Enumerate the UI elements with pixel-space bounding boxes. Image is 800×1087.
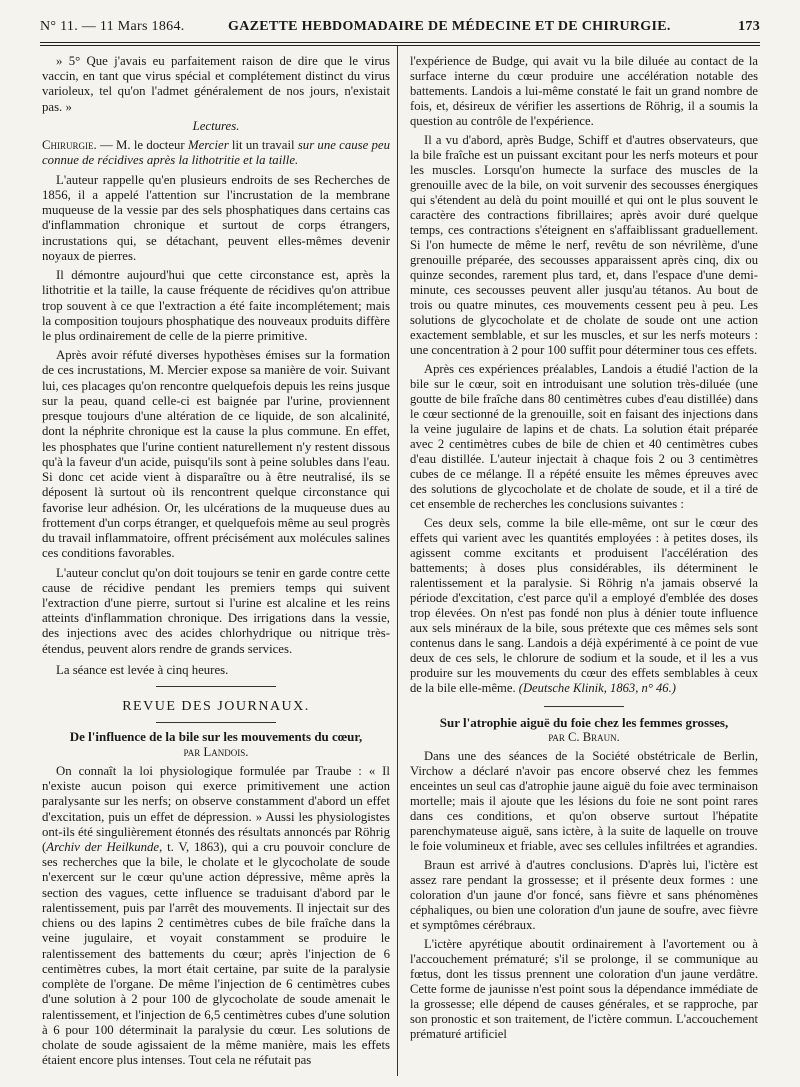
citation: (Deutsche Klinik, 1863, n° 46.) <box>518 681 676 695</box>
section-label: Chirurgie. <box>42 138 97 153</box>
article-author: par C. Braun. <box>548 730 620 744</box>
header-rule-2 <box>40 45 760 46</box>
paragraph: Après avoir réfuté diverses hypothèses émises sur la formation de ces incrustations, M. Mercier expose sa manière de voir. Suivant lui, ces placages qu'on rencontre quelquefois depuis les reins jusque sur la peau, quand celle-ci est baignée par l'urine, proviennent presque toujours d'une altération de ce liquide, de son alcalinité, dont la néphrite chronique est la cause la plus commune. En effet, les phosphates que l'urine contient naturellement n'y restent dissous qu'à la faveur d'un acide, puisqu'ils sont à peine solubles dans l'eau. Si donc cet acide vient à disparaître ou à être neutralisé, ils se déposent là surtout où ils rencontrent quelque circonstance qui favorise leur adhésion. Or, les ulcérations de la muqueuse dues au frottement d'un corps étranger, et quelquefois même au seul progrès du travail inflammatoire, offrent précisément aux molécules salines ces conditions favorables. <box>42 348 390 561</box>
text-run: , t. V, 1863), qui a cru pouvoir conclure de ses recherches que la bile, le cholate et le glycocholate de soude n'exercent sur le cœur qu'une action dépressive, même après la section des vagues, cette influence se traduisant d'abord par le ralentissement, puis par l'arrêt des mouvements. Il injectait sur des chiens ou des lapins 2 centimètres cubes de bile fraîche dans la veine jugulaire, et voyait constamment se produire le ralentissement des battements du cœur; après l'injection de 6 centimètres cubes, la mort était certaine, par suite de la paralysie complète de l'organe. De même l'injection de 6 centimètres cubes d'une solution à 2 pour 100 de glycocholate de soude amenait le ralentissement, et l'injection de 6,5 centimètres cubes d'une solution à 6 pour 100 déterminait la paralysie du cœur. Les solutions de cholate de soude agissaient de la même manière, mais les effets étaient encore plus intenses. Tout cela ne réfutait pas <box>42 840 390 1068</box>
mercier-intro-b: lit un travail <box>228 138 298 153</box>
paragraph: l'expérience de Budge, qui avait vu la bile diluée au contact de la surface interne du cœur produire une accélération notable des battements. Landois a lui-même constaté le fait un grand nombre de fois, et, désireux de vérifier les assertions de Röhrig, il a soumis la question au contrôle de l'expérience. <box>410 54 758 128</box>
session-closed: La séance est levée à cinq heures. <box>56 662 229 677</box>
section-rule <box>544 706 624 707</box>
paragraph: Braun est arrivé à d'autres conclusions. D'après lui, l'ictère est assez rare pendant la grossesse; et il présente deux formes : une coloration d'un jaune d'or foncé, sans fièvre et sans phénomènes céphaliques, ou bien une coloration d'un jaune de soufre, avec fièvre et symptômes cérébraux. <box>410 858 758 932</box>
mercier-intro <box>42 138 390 168</box>
paragraph: Après ces expériences préalables, Landois a étudié l'action de la bile sur le cœur, soit en introduisant une solution très-diluée (une goutte de bile fraîche dans 80 centimètres cubes d'eau distillée) dans le cœur sectionné de la grenouille, soit en faisant des injections dans la veine jugulaire de lapins et de chats. La solution était préparée avec 2 centimètres cubes de bile de chien et 40 centimètres cubes d'eau distillée. L'auteur injectait à chaque fois 2 ou 3 centimètres cubes de ce mélange. Il a répété ensuite les mêmes épreuves avec des solutions de glycocholate et de cholate de soude, et il a tiré de cet ensemble de recherches les conclusions suivantes : <box>410 362 758 511</box>
text-run: On connaît la loi physiologique formulée par Traube : « Il n'existe aucun poison qui exerce primitivement une action paralysante sur les nerfs; on observe constamment d'abord un effet d'excitation, puis un effet de dépression. » Aussi les physiologistes ont-ils été singulièrement étonnés des résultats annoncés par Röhrig ( <box>42 763 390 855</box>
lectures-heading: Lectures. <box>192 118 240 133</box>
left-column <box>42 54 390 1073</box>
article-author: par Landois. <box>183 744 249 759</box>
text-run: Ces deux sels, comme la bile elle-même, ont sur le cœur des effets qui varient avec les quantités employées : à petites doses, ils agissent comme excitants et produisent l'accélération des battements; à doses plus considérables, ils déterminent le ralentissement et la paralysie. Si Röhrig n'a jamais observé la période d'excitation, c'est parce qu'il a employé d'emblée des doses trop élevées. On n'est pas fondé non plus à dénier toute influence aux sels minéraux de la bile, sous prétexte que ces mêmes sels sont contenus dans le sang. Landois a déjà expérimenté à ce point de vue deux de ces sels, le chlorure de sodium et la soude, et il les a vus produire sur les mouvements du cœur des effets semblables à ceux de la bile elle-même. <box>410 516 758 695</box>
work-title: sur une cause peu connue de récidives après la lithotritie et la taille. <box>42 138 390 168</box>
paragraph: Il a vu d'abord, après Budge, Schiff et d'autres observateurs, que la bile fraîche est un puissant excitant pour les nerfs moteurs et pour les muscles. Lorsqu'on humecte la surface des muscles de la grenouille avec de la bile, on voit survenir des secousses énergiques qui s'étendent au delà du point mouillé et qui ont le plus souvent le caractère des contractions fibrillaires; après avoir duré quelque temps, ces contractions s'éteignent en s'affaiblissant graduellement. Si l'on humecte de même le nerf, revêtu de son névrilème, d'une grenouille préparée, des secousses apparaissent après cinq, dix ou quinze secondes, rarement plus tard, et, dans l'espace d'une demi-minute, ces secousses peuvent aller jusqu'au tétanos. Au bout de trois ou quatre minutes, ces mouvements cessent peu à peu. Les solutions de glycocholate et de cholate de soude ont une action exactement semblable, et sur les muscles, et sur les nerfs moteurs : une concentration à 2 pour 100 suffit pour déterminer tous ces effets. <box>410 133 758 357</box>
journal-title: GAZETTE HEBDOMADAIRE DE MÉDECINE ET DE CHIRURGIE. <box>228 19 671 34</box>
section-rule <box>156 686 276 687</box>
column-separator <box>397 46 398 1076</box>
article-title: Sur l'atrophie aiguë du foie chez les femmes grosses, <box>439 715 729 730</box>
vaccine-conclusion: » 5° Que j'avais eu parfaitement raison de dire que le virus vaccin, en tant que virus spécial et complétement distinct du virus varioleux, tel qu'on l'admet généralement de nos jours, n'existait pas. » <box>42 54 390 114</box>
paragraph: L'auteur rappelle qu'en plusieurs endroits de ses Recherches de 1856, il a appelé l'attention sur l'incrustation de la membrane muqueuse de la vessie par des sels phosphatiques dans certains cas d'inflammation chronique et surtout de corps étrangers, incrustations qui, se détachant, peuvent elles-mêmes devenir noyaux de pierres. <box>42 172 390 263</box>
paragraph <box>42 764 390 1069</box>
paragraph <box>410 516 758 696</box>
page-number: 173 <box>738 19 760 34</box>
paragraph: L'auteur conclut qu'on doit toujours se tenir en garde contre cette cause de récidive pendant les premiers temps qui suivent l'extraction d'une pierre, surtout si l'urine est alcaline et les reins atteints d'inflammation chronique. Des irrigations dans la vessie, des injections avec des acides chlorhydrique ou nitrique très-étendus, peuvent alors rendre de grands services. <box>42 565 390 656</box>
header-rule <box>40 42 760 43</box>
mercier-intro-a: — M. le docteur <box>96 138 188 153</box>
paragraph: L'ictère apyrétique aboutit ordinairement à l'avortement ou à l'accouchement prématuré; s'il se prolonge, il se communique au fœtus, dont les tissus prennent une coloration d'un jaune verdâtre. Cette forme de jaunisse n'est point sous la dépendance immédiate de la grossesse; elle dépend de causes générales, et se rapproche, par son pronostic et son traitement, de l'ictère commun. L'accouchement prématuré artificiel <box>410 937 758 1041</box>
right-column <box>410 54 758 1046</box>
citation: Archiv der Heilkunde <box>46 840 160 855</box>
running-header <box>40 19 760 41</box>
paragraph: Il démontre aujourd'hui que cette circonstance est, après la lithotritie et la taille, la cause fréquente de récidives qu'on attribue trop souvent à ce que l'extraction a été faite incomplétement; mais la composition toujours phosphatique des nouveaux produits diffère le plus ordinairement de celle de la pierre primitive. <box>42 268 390 343</box>
section-rule <box>156 722 276 723</box>
issue-info: N° 11. — 11 Mars 1864. <box>40 19 185 34</box>
author-name: Mercier <box>187 138 229 153</box>
revue-heading: REVUE DES JOURNAUX. <box>122 699 310 715</box>
article-title: De l'influence de la bile sur les mouvements du cœur, <box>69 729 363 745</box>
paragraph: Dans une des séances de la Société obstétricale de Berlin, Virchow a déclaré n'avoir pas encore observé chez les femmes enceintes un seul cas d'atrophie jaune aiguë du foie avec terminaison mortelle; mais il ajoute que les lésions du foie ne sont point rares dans ces conditions, et qu'on observe surtout l'hépatite parenchymateuse aiguë, sans ictère, à la suite de laquelle on trouve le foie volumineux et friable, avec ses cellules infiltrées et agrandies. <box>410 749 758 853</box>
